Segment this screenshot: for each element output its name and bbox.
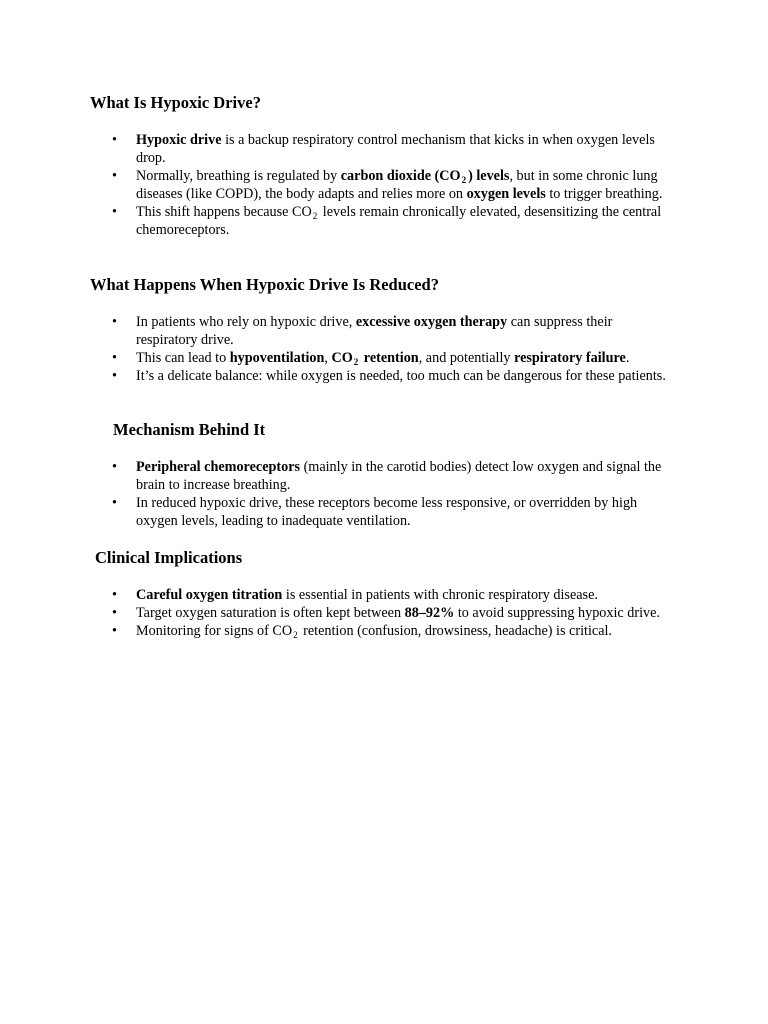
bullet-list-hypoxic-drive (112, 131, 672, 239)
bullet-list-clinical (112, 586, 672, 640)
text-run: Monitoring for signs of CO (136, 623, 293, 639)
bold-text: hypoventilation (229, 350, 325, 366)
bold-text: excessive oxygen therapy (355, 314, 508, 330)
subscript-text: 2 (353, 357, 359, 367)
bullet-list-mechanism (112, 458, 672, 530)
list-item (112, 604, 672, 622)
text-run: retention (confusion, drowsiness, headache) is critical. (299, 623, 612, 639)
bold-text: ) levels (468, 168, 510, 184)
text-run: levels remain chronically elevated, desensitizing the central chemoreceptors. (136, 204, 662, 238)
text-run: to trigger breathing. (545, 186, 663, 202)
text-run: is essential in patients with chronic respiratory disease. (282, 587, 598, 603)
bold-text: Hypoxic drive (136, 132, 222, 148)
text-run: to avoid suppressing hypoxic drive. (454, 605, 660, 621)
list-item (112, 349, 672, 367)
text-run: This shift happens because CO (136, 204, 312, 220)
text-run: In patients who rely on hypoxic drive, (136, 314, 356, 330)
bold-text: oxygen levels (466, 186, 546, 202)
section-heading-reduced-drive: What Happens When Hypoxic Drive Is Reduced? (90, 275, 439, 294)
bold-text: Careful oxygen titration (136, 587, 283, 603)
section-heading-clinical: Clinical Implications (95, 548, 243, 567)
text-run: , and potentially (418, 350, 515, 366)
section-heading-hypoxic-drive: What Is Hypoxic Drive? (90, 93, 261, 112)
list-item (112, 131, 672, 167)
text-run: Normally, breathing is regulated by (136, 168, 341, 184)
list-item (112, 367, 672, 385)
text-run: It’s a delicate balance: while oxygen is needed, too much can be dangerous for these patients. (136, 368, 666, 384)
subscript-text: 2 (461, 175, 467, 185)
list-item (112, 313, 672, 349)
bold-text: 88–92% (404, 605, 455, 621)
bullet-list-reduced-drive (112, 313, 672, 385)
list-item (112, 203, 672, 239)
subscript-text: 2 (293, 630, 298, 640)
list-item (112, 586, 672, 604)
text-run: (mainly in the carotid bodies) detect low oxygen and signal the brain to increase breathing. (136, 459, 662, 493)
text-run: In reduced hypoxic drive, these receptors become less responsive, or overridden by high oxygen levels, leading to inadequate ventilation. (136, 495, 638, 529)
text-run: Target oxygen saturation is often kept between (136, 605, 405, 621)
bold-text: carbon dioxide (CO (340, 168, 461, 184)
text-run: . (625, 350, 630, 366)
bold-text: CO (331, 350, 353, 366)
list-item (112, 458, 672, 494)
text-run: , but in some chronic lung diseases (like COPD), the body adapts and relies more on (136, 168, 658, 202)
section-heading-mechanism: Mechanism Behind It (113, 420, 266, 439)
bold-text: retention (360, 350, 419, 366)
list-item (112, 167, 672, 203)
bold-text: Peripheral chemoreceptors (136, 459, 301, 475)
text-run: can suppress their respiratory drive. (136, 314, 613, 348)
text-run: is a backup respiratory control mechanism that kicks in when oxygen levels drop. (136, 132, 655, 166)
bold-text: respiratory failure (514, 350, 626, 366)
text-run: This can lead to (136, 350, 230, 366)
list-item (112, 494, 672, 530)
list-item (112, 622, 672, 640)
subscript-text: 2 (312, 211, 318, 221)
text-run: , (324, 350, 332, 366)
